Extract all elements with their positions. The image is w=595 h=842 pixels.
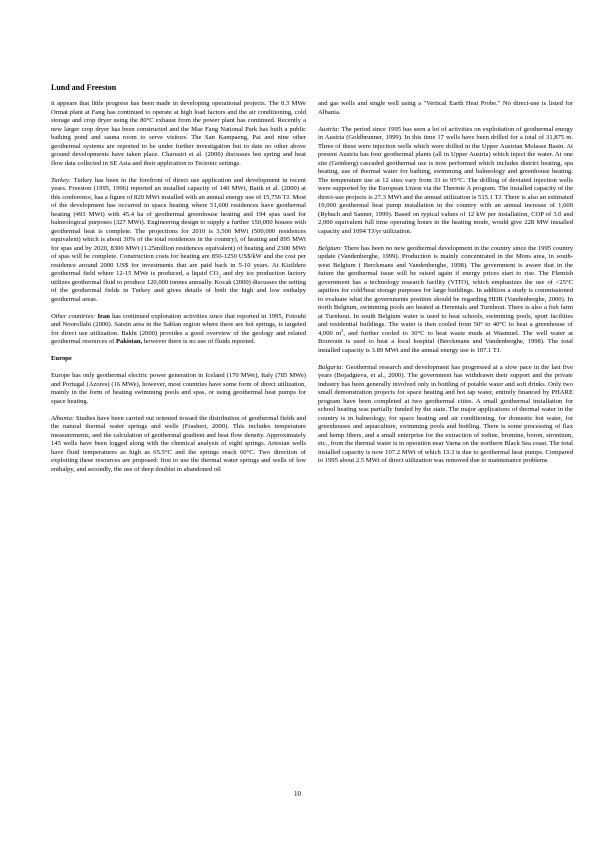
- paragraph-austria: [318, 126, 573, 237]
- left-column: [51, 100, 306, 483]
- belgium-superscript: 2: [341, 327, 344, 333]
- albania-lead: Albania:: [51, 414, 75, 422]
- pakistan-name: Pakistan,: [116, 338, 143, 345]
- albania-text: Studies have been carried out oriented toward the distribution of geothermal fields and the natural thermal water springs and wells (Frasheri, 2000). This includes temperature measurements, and the calculation of geothermal gradient and heat flow density. Approximately 145 wells have been logged along with the chemical analysis of eight springs. Artesian wells have fluid temperatures as high as 65.5°C and the springs reach 60°C. Two direction of exploiting these resources are proposed: first to use the thermal water springs and wells of low enthalpy, and secondly, the use of deep doublet in abandoned oil: [51, 414, 307, 473]
- running-title: Lund and Freeston: [51, 83, 117, 92]
- belgium-lead: Belgium:: [318, 244, 343, 252]
- belgium-text-a: There has been no new geothermal development in the country since the 1995 country update (Vandenberghe, 1999). Production is mainly concentrated in the Mons area, in south-west Belgium ( Berckmans and Vandenberghe, 1998). The government is aware that in the future the geothermal issue will be raised again if energy prices start to rise. The Flemish government has a technology research facility (VITO), which emphasizes the use of <25°C aquifers for cold/heat storage purposes for large buildings. In addition a study is commissioned to evaluate what the governments position should be regarding HDR (Vandenberghe, 2000). In north Belgium, swimming pools are heated at Herentals and Turnhout. There is also a fish farm at Turnhout. In south Belgium water is used to heat schools, swimming pools, sport facilities and residential buildings. The water is then cooled from 50° to 40°C to heat a greenhouse of 4,000 m: [318, 244, 573, 337]
- belgium-text-b: , and further cooled to 30°C to heat waste muds at Wasmuel. The well water at Bouvrain is used to heat a local hospital (Berckmans and Vandenberghe, 1998). The total installed capacity is 3.89 MWt and the annual energy use is 107.1 TJ.: [318, 329, 573, 354]
- paragraph-other-countries: [51, 313, 306, 347]
- paragraph-intro: it appears that little progress has been made in developing operational projects. The 0.3 MWe Ormat plant at Fang has continued to operate at high load factors and the air conditioning, cold storage and crop dryer using the 80°C exhaust from the power plant has continued. Recently a new larger crop dryer has been constructed and the Mae Fang National Park has built a public bathing pond and sauna room to serve visitors. The San Kampaeng, Pai and nine other geothermal systems are reported to be under further investigation but to date no other above ground developments have taken place. Charusiri et al. (2000) discusses hot spring and heat flow data collected in SE Asia and their application to Tectonic settings.: [51, 100, 306, 167]
- section-heading-europe: Europe: [51, 355, 72, 362]
- paragraph-albania-cont: and gas wells and single well using a "Vertical Earth Heat Probe." No direct-use is listed for Albania.: [318, 100, 573, 116]
- page-number: 10: [294, 790, 301, 798]
- turkey-subscript: 2: [218, 273, 221, 279]
- bulgaria-text: Geothermal research and development has progressed at a slow pace in the last five years (Bojadgieva, et al., 2000). The government has withdrawn their support and the private industry has been generally involved only in bottling of potable water and soft drinks. Only two small demonstration projects for space heating and hot tap water, entirely financed by PHARE program have been completed at two geothermal cities. A small geothermal installation for school heating was partially funded by the state. The major applications of thermal water in the country is in balneology, for space heating and air conditioning, for domestic hot water, for greenhouses and aquaculture, swimming pools and bottling. There is some processing of flax and hemp fibers, and a small enterprise for the extraction of iodine, bromine, boron, strontium, etc., from the thermal water is in operation near Varna on the northern Black Sea coast. The total installed capacity is now 107.2 MWt of which 13.3 is due to geothermal heat pumps. Compared to 1995 about 2.5 MWt of direct utilization was removed due to maintenance problems: [318, 363, 573, 464]
- austria-text: The period since 1995 has seen a lot of activities on exploitation of geothermal energy in Austria (Goldbrunner, 1999). In this time 17 wells have been drilled for a total of 31,875 m. Three of these were injection wells which were drilled in the Upper Austrian Molasse Basin. At present Austria has four geothermal plants (all in Upper Austria) which inject the water. At one site (Geinberg) cascaded geothermal use is now performed which includes district heating, spa heating, use of thermal water for bathing, swimming and balneology and greenhouse heating. The temperature use at 12 sites vary from 33 to 95°C. The drilling of deviated injection wells were supported by the European Union via the Thermie A program. The installed capacity of the direct-use projects is 27.3 MWt and the annual utilization is 515.1 TJ. There is also an estimated 19,000 geothermal heat pump installation in the country with an annual increase of 1,600 (Rybach and Sanner, 1999). Based on typical values of 12 kW per installation, COP of 3.0 and 2,000 equivalent full time operating hours in the heating mode, would give 228 MW installed capacity and 1094 TJ/yr utilization.: [318, 125, 573, 235]
- bulgaria-lead: Bulgaria:: [318, 363, 344, 371]
- right-column: [318, 100, 573, 474]
- paragraph-belgium: [318, 245, 573, 356]
- other-text-a: has continued exploration activities since that reported in 1995, Fotouhi and Noorollahi (2000). Sarein area in the Sablan region where there are hot springs, is targeted for direct use utilization. Bakht (2000) provides a good overview of the geology and related geothermal resources of: [51, 312, 306, 345]
- other-lead: Other countries:: [51, 312, 96, 320]
- turkey-lead: Turkey:: [51, 176, 72, 184]
- paragraph-albania: [51, 415, 306, 475]
- paragraph-europe: Europe has only geothermal electric power generation in Iceland (170 MWe), Italy (785 MWe) and Portugal (Azores) (16 MWe), however, most countries have some form of direct utilization, mainly in the form of heating swimming pools and spas, or using geothermal heat pumps for space heating.: [51, 372, 306, 405]
- other-text-b: however there is no use of fluids reported.: [143, 338, 256, 345]
- austria-lead: Austria:: [318, 125, 340, 133]
- turkey-text-a: Turkey has been in the forefront of direct use application and development in recent years. Freeston (1995, 1996) reported an installed capacity of 140 MWt, Batik et al. (2000) at this conference, has a figure of 820 MWt installed with an annual energy use of 15,756 TJ. Most of the development has occurred in space heating where 51,600 residences have geothermal heating (493 MWt) with 45.4 ha of geothermal greenhouse heating and 194 spas used for balneological purposes (327 MWt). Engineering design to supply a further 150,000 houses with geothermal heat is complete. The projections for 2010 is 3,500 MWt (500,000 residences equivalent) which is about 30% of the total residences in the country), of heating and 895 MWt for spas and by 2020, 8300 MWt (1.25million residences equivalent) of heating and 2300 MWt of spas will be complete. Construction costs for heating are 850-1250 US$/kW and the cost per residence around 2000 US$ for investments that are paid back in 5-10 years. At Kizildere geothermal field where 12-15 MWe is produced, a liquid CO: [51, 176, 306, 277]
- turkey-text-b: and dry ice production factory utilizes geothermal fluid to produce 120,000 tonnes annually. Kocak (2000) discusses the setting of the geothermal fields in Turkey and gives details of both the high and low enthalpy geothermal areas.: [51, 270, 306, 303]
- iran-name: Iran: [97, 312, 110, 320]
- paragraph-bulgaria: [318, 364, 573, 466]
- paragraph-turkey: [51, 177, 306, 305]
